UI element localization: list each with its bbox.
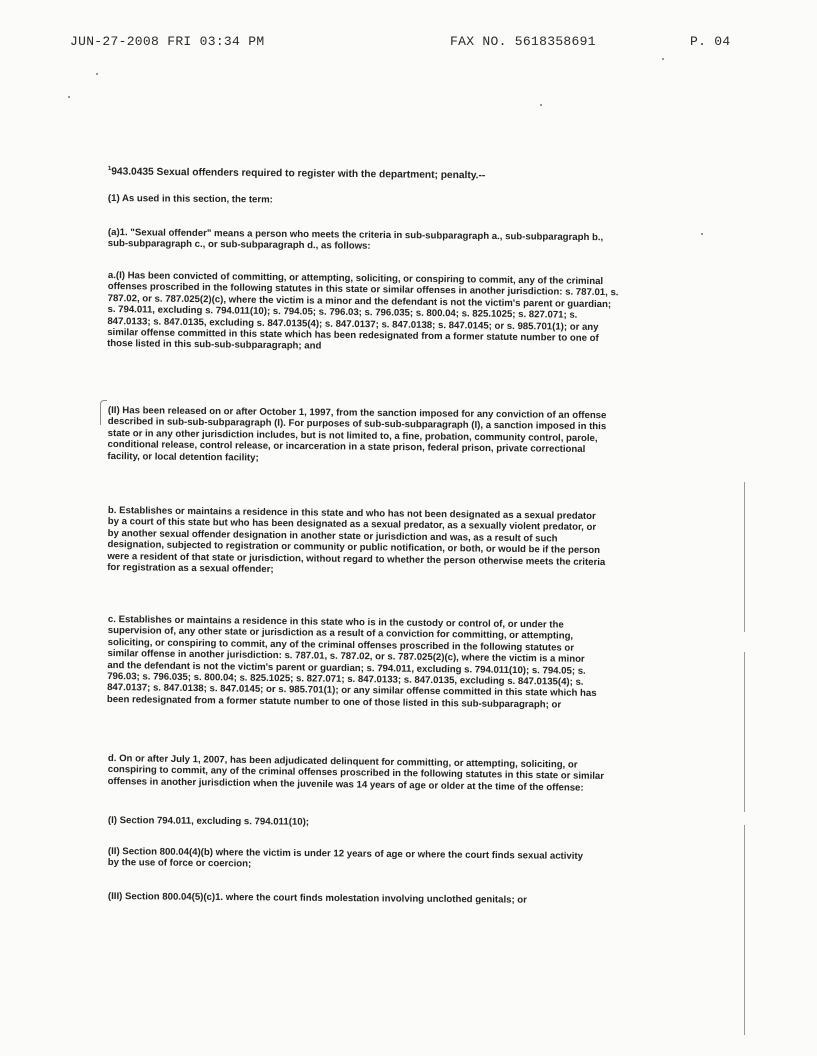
item-I: (I) Section 794.011, excluding s. 794.011(10);: [107, 815, 310, 828]
sub-sub-subparagraph-II: (II) Has been released on or after October 1, 1997, from the sanction imposed for any conviction of an offense described in sub-sub-subparagraph (I). For purposes of sub-sub-subparagraph (I), a sanction imposed in this state or in any other jurisdiction includes, but is not limited to, a fine, probation, community control, parole, conditional release, control release, or incarceration in a state prison, federal prison, private correctional facility, or local detention facility;: [107, 405, 607, 464]
subsection-1: (1) As used in this section, the term:: [107, 193, 273, 206]
fax-header-date: JUN-27-2008 FRI 03:34 PM: [70, 34, 265, 49]
fax-header-number: FAX NO. 5618358691: [450, 34, 596, 49]
handwritten-bracket-mark: [100, 400, 107, 425]
sub-subparagraph-d: d. On or after July 1, 2007, has been adjudicated delinquent for committing, or attempting, soliciting, or conspiring to commit, any of the criminal offenses proscribed in the following statutes in this state or similar offenses in another jurisdiction when the juvenile was 14 years of age or older at the time of the offense:: [107, 753, 605, 794]
scan-speck: [68, 96, 70, 98]
sub-subparagraph-a: a.(I) Has been convicted of committing, or attempting, soliciting, or conspiring to commit, any of the criminal offenses proscribed in the following statutes in this state or similar offenses in another jurisdiction: s. 787.01, s. 787.02, or s. 787.025(2)(c), where the victim is a minor and the defendant is not the victim's parent or guardian; s. 794.011, excluding s. 794.011(10); s. 794.05; s. 796.03; s. 796.035; s. 800.04; s. 825.1025; s. 827.071; s. 847.0133; s. 847.0135, excluding s. 847.0135(4); s. 847.0137; s. 847.0138; s. 847.0145; or s. 985.701(1); or any similar offense committed in this state which has been redesignated from a former statute number to one of those listed in this sub-sub-subparagraph; and: [107, 270, 619, 353]
item-II: (II) Section 800.04(4)(b) where the victim is under 12 years of age or where the court finds sexual activity by the use of force or coercion;: [107, 846, 584, 870]
item-III: (III) Section 800.04(5)(c)1. where the court finds molestation involving unclothed genitals; or: [107, 891, 527, 906]
section-title-text: 943.0435 Sexual offenders required to register with the department; penalty.--: [111, 166, 486, 182]
margin-scan-line: [744, 825, 745, 1035]
scan-speck: [540, 104, 542, 106]
scan-speck: [662, 58, 664, 60]
scan-speck: [701, 233, 703, 235]
fax-header-page: P. 04: [690, 34, 731, 49]
margin-scan-line: [744, 482, 745, 632]
sub-subparagraph-c: c. Establishes or maintains a residence in this state who is in the custody or control of, or under the supervision of, any other state or jurisdiction as a result of a conviction for committing, or attempting, soliciting, or conspiring to commit, any of the criminal offenses proscribed in the following statutes or similar offense in another jurisdiction: s. 787.01, s. 787.02, or s. 787.025(2)(c), where the victim is a minor and the defendant is not the victim's parent or guardian; s. 794.011, excluding s. 794.011(10); s. 794.05; s. 796.03; s. 796.035; s. 800.04; s. 825.1025; s. 827.071; s. 847.0133; s. 847.0135, excluding s. 847.0135(4); s. 847.0137; s. 847.0138; s. 847.0145; or s. 985.701(1); or any similar offense committed in this state which has been redesignated from a former statute number to one of those listed in this sub-subparagraph; or: [106, 614, 597, 711]
margin-scan-line: [744, 652, 745, 812]
sub-subparagraph-b: b. Establishes or maintains a residence in this state and who has not been designated as a sexual predator by a court of this state but who has been designated as a sexual predator, as a sexually violent predator, or by another sexual offender designation in another state or jurisdiction and was, as a result of such designation, subjected to registration or community or public notification, or both, or would be if the person were a resident of that state or jurisdiction, without regard to whether the person otherwise meets the criteria for registration as a sexual offender;: [107, 505, 606, 576]
section-title: [108, 164, 618, 183]
paragraph-a1: (a)1. "Sexual offender" means a person who meets the criteria in sub-subparagraph a., sub-subparagraph b., sub-subparagraph c., or sub-subparagraph d., as follows:: [107, 227, 604, 253]
section-footnote-marker: 1: [107, 165, 112, 173]
scan-speck: [96, 73, 98, 75]
